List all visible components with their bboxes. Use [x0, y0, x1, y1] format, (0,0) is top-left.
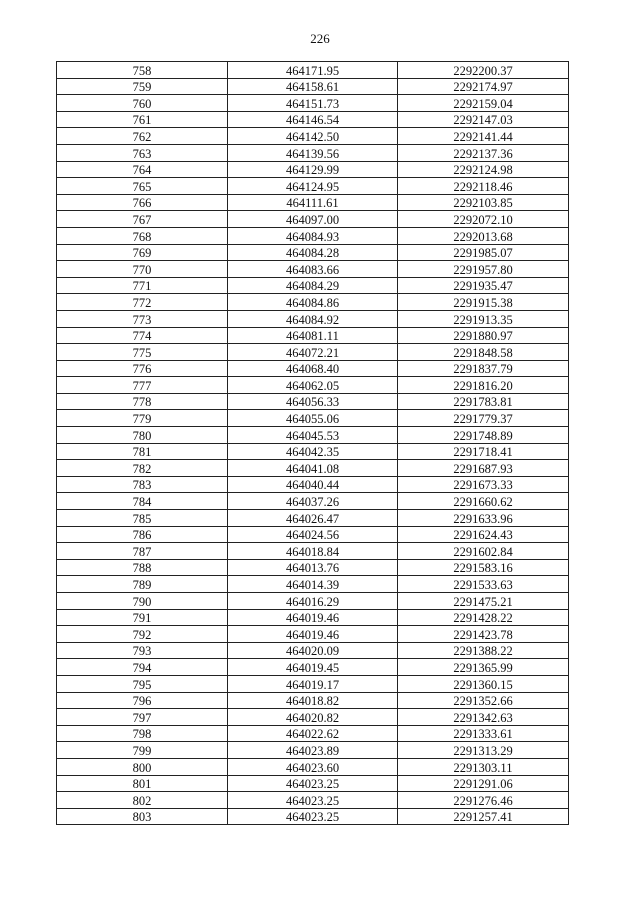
point-number-cell: 784 [57, 493, 228, 510]
y-coordinate-cell: 2291935.47 [398, 277, 569, 294]
y-coordinate-cell: 2291660.62 [398, 493, 569, 510]
table-row [57, 128, 569, 145]
table-row [57, 211, 569, 228]
table-row [57, 792, 569, 809]
table-row [57, 178, 569, 195]
x-coordinate-cell: 464084.86 [228, 294, 398, 311]
x-coordinate-cell: 464151.73 [228, 95, 398, 112]
y-coordinate-cell: 2291687.93 [398, 460, 569, 477]
y-coordinate-cell: 2291388.22 [398, 642, 569, 659]
x-coordinate-cell: 464062.05 [228, 377, 398, 394]
point-number-cell: 788 [57, 559, 228, 576]
table-row [57, 758, 569, 775]
point-number-cell: 785 [57, 510, 228, 527]
table-row [57, 294, 569, 311]
point-number-cell: 793 [57, 642, 228, 659]
x-coordinate-cell: 464013.76 [228, 559, 398, 576]
point-number-cell: 773 [57, 310, 228, 327]
y-coordinate-cell: 2291428.22 [398, 609, 569, 626]
x-coordinate-cell: 464072.21 [228, 344, 398, 361]
point-number-cell: 758 [57, 62, 228, 79]
table-row [57, 675, 569, 692]
y-coordinate-cell: 2292072.10 [398, 211, 569, 228]
x-coordinate-cell: 464019.17 [228, 675, 398, 692]
table-row [57, 111, 569, 128]
point-number-cell: 782 [57, 460, 228, 477]
table-row [57, 642, 569, 659]
y-coordinate-cell: 2291779.37 [398, 410, 569, 427]
x-coordinate-cell: 464171.95 [228, 62, 398, 79]
point-number-cell: 775 [57, 344, 228, 361]
y-coordinate-cell: 2291718.41 [398, 443, 569, 460]
point-number-cell: 799 [57, 742, 228, 759]
point-number-cell: 772 [57, 294, 228, 311]
y-coordinate-cell: 2291880.97 [398, 327, 569, 344]
x-coordinate-cell: 464084.93 [228, 227, 398, 244]
x-coordinate-cell: 464019.46 [228, 626, 398, 643]
x-coordinate-cell: 464142.50 [228, 128, 398, 145]
y-coordinate-cell: 2291475.21 [398, 593, 569, 610]
table-row [57, 510, 569, 527]
table-row [57, 775, 569, 792]
x-coordinate-cell: 464139.56 [228, 144, 398, 161]
x-coordinate-cell: 464014.39 [228, 576, 398, 593]
y-coordinate-cell: 2291915.38 [398, 294, 569, 311]
y-coordinate-cell: 2292124.98 [398, 161, 569, 178]
y-coordinate-cell: 2292137.36 [398, 144, 569, 161]
y-coordinate-cell: 2291342.63 [398, 709, 569, 726]
y-coordinate-cell: 2291985.07 [398, 244, 569, 261]
x-coordinate-cell: 464024.56 [228, 526, 398, 543]
y-coordinate-cell: 2292141.44 [398, 128, 569, 145]
point-number-cell: 771 [57, 277, 228, 294]
table-row [57, 261, 569, 278]
table-row [57, 543, 569, 560]
y-coordinate-cell: 2291533.63 [398, 576, 569, 593]
point-number-cell: 774 [57, 327, 228, 344]
y-coordinate-cell: 2292200.37 [398, 62, 569, 79]
point-number-cell: 802 [57, 792, 228, 809]
x-coordinate-cell: 464040.44 [228, 476, 398, 493]
point-number-cell: 776 [57, 360, 228, 377]
point-number-cell: 803 [57, 808, 228, 825]
point-number-cell: 800 [57, 758, 228, 775]
coordinate-table-body [57, 62, 569, 825]
point-number-cell: 780 [57, 427, 228, 444]
table-row [57, 377, 569, 394]
x-coordinate-cell: 464111.61 [228, 194, 398, 211]
table-row [57, 626, 569, 643]
point-number-cell: 763 [57, 144, 228, 161]
x-coordinate-cell: 464041.08 [228, 460, 398, 477]
table-row [57, 194, 569, 211]
y-coordinate-cell: 2291276.46 [398, 792, 569, 809]
x-coordinate-cell: 464023.25 [228, 808, 398, 825]
point-number-cell: 783 [57, 476, 228, 493]
table-row [57, 327, 569, 344]
y-coordinate-cell: 2291352.66 [398, 692, 569, 709]
x-coordinate-cell: 464129.99 [228, 161, 398, 178]
y-coordinate-cell: 2291291.06 [398, 775, 569, 792]
x-coordinate-cell: 464020.82 [228, 709, 398, 726]
table-row [57, 410, 569, 427]
x-coordinate-cell: 464042.35 [228, 443, 398, 460]
x-coordinate-cell: 464097.00 [228, 211, 398, 228]
x-coordinate-cell: 464084.92 [228, 310, 398, 327]
point-number-cell: 790 [57, 593, 228, 610]
y-coordinate-cell: 2292174.97 [398, 78, 569, 95]
point-number-cell: 770 [57, 261, 228, 278]
y-coordinate-cell: 2291957.80 [398, 261, 569, 278]
point-number-cell: 797 [57, 709, 228, 726]
table-row [57, 742, 569, 759]
table-row [57, 244, 569, 261]
table-row [57, 593, 569, 610]
x-coordinate-cell: 464016.29 [228, 593, 398, 610]
table-row [57, 808, 569, 825]
point-number-cell: 766 [57, 194, 228, 211]
table-row [57, 427, 569, 444]
coordinate-table [56, 61, 569, 825]
table-row [57, 393, 569, 410]
y-coordinate-cell: 2291583.16 [398, 559, 569, 576]
y-coordinate-cell: 2291423.78 [398, 626, 569, 643]
x-coordinate-cell: 464083.66 [228, 261, 398, 278]
y-coordinate-cell: 2291360.15 [398, 675, 569, 692]
point-number-cell: 798 [57, 725, 228, 742]
point-number-cell: 778 [57, 393, 228, 410]
y-coordinate-cell: 2291848.58 [398, 344, 569, 361]
y-coordinate-cell: 2291816.20 [398, 377, 569, 394]
x-coordinate-cell: 464019.45 [228, 659, 398, 676]
table-row [57, 709, 569, 726]
x-coordinate-cell: 464037.26 [228, 493, 398, 510]
point-number-cell: 760 [57, 95, 228, 112]
point-number-cell: 779 [57, 410, 228, 427]
y-coordinate-cell: 2291783.81 [398, 393, 569, 410]
x-coordinate-cell: 464124.95 [228, 178, 398, 195]
point-number-cell: 768 [57, 227, 228, 244]
table-row [57, 310, 569, 327]
point-number-cell: 759 [57, 78, 228, 95]
table-row [57, 692, 569, 709]
table-row [57, 460, 569, 477]
x-coordinate-cell: 464055.06 [228, 410, 398, 427]
y-coordinate-cell: 2291303.11 [398, 758, 569, 775]
table-row [57, 62, 569, 79]
y-coordinate-cell: 2292159.04 [398, 95, 569, 112]
x-coordinate-cell: 464023.25 [228, 792, 398, 809]
page-number: 226 [310, 31, 330, 46]
x-coordinate-cell: 464019.46 [228, 609, 398, 626]
point-number-cell: 801 [57, 775, 228, 792]
table-row [57, 344, 569, 361]
table-row [57, 144, 569, 161]
y-coordinate-cell: 2291748.89 [398, 427, 569, 444]
x-coordinate-cell: 464020.09 [228, 642, 398, 659]
table-row [57, 609, 569, 626]
y-coordinate-cell: 2291837.79 [398, 360, 569, 377]
point-number-cell: 781 [57, 443, 228, 460]
x-coordinate-cell: 464081.11 [228, 327, 398, 344]
table-row [57, 360, 569, 377]
point-number-cell: 792 [57, 626, 228, 643]
x-coordinate-cell: 464056.33 [228, 393, 398, 410]
table-row [57, 493, 569, 510]
x-coordinate-cell: 464084.29 [228, 277, 398, 294]
point-number-cell: 769 [57, 244, 228, 261]
point-number-cell: 764 [57, 161, 228, 178]
table-row [57, 725, 569, 742]
x-coordinate-cell: 464018.82 [228, 692, 398, 709]
x-coordinate-cell: 464018.84 [228, 543, 398, 560]
y-coordinate-cell: 2291673.33 [398, 476, 569, 493]
y-coordinate-cell: 2291913.35 [398, 310, 569, 327]
table-row [57, 576, 569, 593]
y-coordinate-cell: 2291633.96 [398, 510, 569, 527]
point-number-cell: 762 [57, 128, 228, 145]
y-coordinate-cell: 2292118.46 [398, 178, 569, 195]
table-row [57, 95, 569, 112]
y-coordinate-cell: 2291257.41 [398, 808, 569, 825]
x-coordinate-cell: 464045.53 [228, 427, 398, 444]
point-number-cell: 765 [57, 178, 228, 195]
table-row [57, 659, 569, 676]
x-coordinate-cell: 464068.40 [228, 360, 398, 377]
y-coordinate-cell: 2292013.68 [398, 227, 569, 244]
table-row [57, 443, 569, 460]
table-row [57, 526, 569, 543]
point-number-cell: 789 [57, 576, 228, 593]
x-coordinate-cell: 464146.54 [228, 111, 398, 128]
point-number-cell: 761 [57, 111, 228, 128]
point-number-cell: 795 [57, 675, 228, 692]
table-row [57, 78, 569, 95]
point-number-cell: 786 [57, 526, 228, 543]
x-coordinate-cell: 464023.60 [228, 758, 398, 775]
y-coordinate-cell: 2291365.99 [398, 659, 569, 676]
point-number-cell: 787 [57, 543, 228, 560]
x-coordinate-cell: 464023.89 [228, 742, 398, 759]
table-row [57, 161, 569, 178]
table-row [57, 227, 569, 244]
table-row [57, 277, 569, 294]
point-number-cell: 777 [57, 377, 228, 394]
point-number-cell: 796 [57, 692, 228, 709]
table-row [57, 559, 569, 576]
y-coordinate-cell: 2291313.29 [398, 742, 569, 759]
x-coordinate-cell: 464158.61 [228, 78, 398, 95]
x-coordinate-cell: 464084.28 [228, 244, 398, 261]
y-coordinate-cell: 2292147.03 [398, 111, 569, 128]
y-coordinate-cell: 2292103.85 [398, 194, 569, 211]
y-coordinate-cell: 2291602.84 [398, 543, 569, 560]
table-row [57, 476, 569, 493]
x-coordinate-cell: 464022.62 [228, 725, 398, 742]
x-coordinate-cell: 464026.47 [228, 510, 398, 527]
y-coordinate-cell: 2291333.61 [398, 725, 569, 742]
point-number-cell: 767 [57, 211, 228, 228]
point-number-cell: 794 [57, 659, 228, 676]
point-number-cell: 791 [57, 609, 228, 626]
y-coordinate-cell: 2291624.43 [398, 526, 569, 543]
x-coordinate-cell: 464023.25 [228, 775, 398, 792]
